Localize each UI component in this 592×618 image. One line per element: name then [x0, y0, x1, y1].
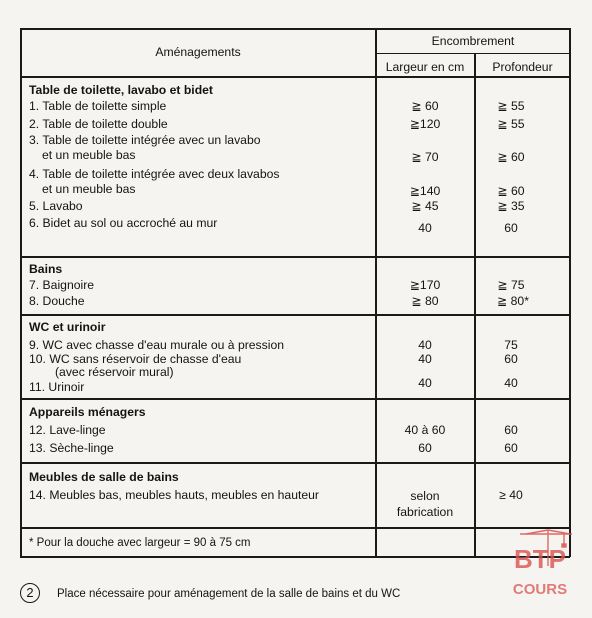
item-2-label: 2. Table de toilette double: [29, 117, 168, 131]
footnote-divider: [20, 527, 570, 529]
item-14-width: selon fabrication: [396, 489, 454, 519]
item-4-depth: ≧ 60: [497, 184, 525, 198]
item-14-depth: ≥ 40: [499, 488, 523, 502]
item-3-label-line2: et un meuble bas: [42, 148, 136, 162]
item-13-width: 60: [418, 441, 432, 455]
footnote: * Pour la douche avec largeur = 90 à 75 cm: [29, 537, 251, 549]
item-7-depth: ≧ 75: [497, 278, 525, 292]
item-2-depth: ≧ 55: [497, 117, 525, 131]
item-4-label-line2: et un meuble bas: [42, 182, 136, 196]
header-profondeur: Profondeur: [492, 60, 553, 74]
item-9-depth: 75: [504, 338, 518, 352]
item-8-label: 8. Douche: [29, 294, 85, 308]
item-3-width: ≧ 70: [411, 150, 439, 164]
item-13-depth: 60: [504, 441, 518, 455]
section-divider-2: [20, 314, 570, 316]
item-11-depth: 40: [504, 376, 518, 390]
header-encombrement: Encombrement: [431, 34, 515, 48]
table-border-bottom: [20, 556, 570, 558]
item-2-width: ≧120: [409, 117, 441, 131]
item-3-label-line1: 3. Table de toilette intégrée avec un lavabo: [29, 133, 261, 147]
crane-icon: [500, 528, 580, 600]
btp-cours-watermark-logo: [500, 528, 580, 600]
item-7-width: ≧170: [409, 278, 441, 292]
item-12-label: 12. Lave-linge: [29, 423, 106, 437]
header-group-divider: [375, 53, 570, 54]
item-4-label-line1: 4. Table de toilette intégrée avec deux lavabos: [29, 167, 280, 181]
item-7-label: 7. Baignoire: [29, 278, 95, 292]
header-largeur: Largeur en cm: [385, 60, 465, 74]
item-12-width: 40 à 60: [404, 423, 446, 437]
figure-number-badge: 2: [20, 583, 40, 603]
item-6-width: 40: [418, 221, 432, 235]
item-11-label: 11. Urinoir: [29, 380, 85, 394]
section-title-toilette: Table de toilette, lavabo et bidet: [29, 83, 213, 97]
item-11-width: 40: [418, 376, 432, 390]
item-5-depth: ≧ 35: [497, 199, 525, 213]
section-title-bains: Bains: [29, 262, 63, 276]
item-5-width: ≧ 45: [411, 199, 439, 213]
item-10-width: 40: [418, 352, 432, 366]
header-bottom-line: [20, 76, 570, 78]
item-12-depth: 60: [504, 423, 518, 437]
item-10-label-line1: 10. WC sans réservoir de chasse d'eau: [29, 352, 242, 366]
section-divider-1: [20, 256, 570, 258]
table-border-left: [20, 28, 22, 557]
item-3-depth: ≧ 60: [497, 150, 525, 164]
table-border-right: [569, 28, 571, 557]
item-1-width: ≧ 60: [411, 99, 439, 113]
item-4-width: ≧140: [409, 184, 441, 198]
watermark-sub: COURS: [512, 581, 568, 598]
section-divider-4: [20, 462, 570, 464]
item-5-label: 5. Lavabo: [29, 199, 83, 213]
item-8-width: ≧ 80: [411, 294, 439, 308]
item-1-label: 1. Table de toilette simple: [29, 99, 167, 113]
figure-caption: Place nécessaire pour aménagement de la salle de bains et du WC: [57, 588, 401, 600]
item-6-label: 6. Bidet au sol ou accroché au mur: [29, 216, 218, 230]
table-border-top: [20, 28, 570, 30]
item-9-label: 9. WC avec chasse d'eau murale ou à pression: [29, 338, 285, 352]
watermark-brand: BTP: [514, 544, 566, 574]
section-divider-3: [20, 398, 570, 400]
section-title-wc: WC et urinoir: [29, 320, 106, 334]
item-10-depth: 60: [504, 352, 518, 366]
section-title-meubles: Meubles de salle de bains: [29, 470, 179, 484]
section-title-appareils: Appareils ménagers: [29, 405, 146, 419]
item-13-label: 13. Sèche-linge: [29, 441, 114, 455]
header-amenagements: Aménagements: [155, 45, 241, 59]
item-6-depth: 60: [504, 221, 518, 235]
item-1-depth: ≧ 55: [497, 99, 525, 113]
item-14-label: 14. Meubles bas, meubles hauts, meubles en hauteur: [29, 488, 319, 502]
item-10-label-line2: (avec réservoir mural): [55, 365, 174, 379]
item-8-depth: ≧ 80*: [497, 294, 529, 308]
item-9-width: 40: [418, 338, 432, 352]
